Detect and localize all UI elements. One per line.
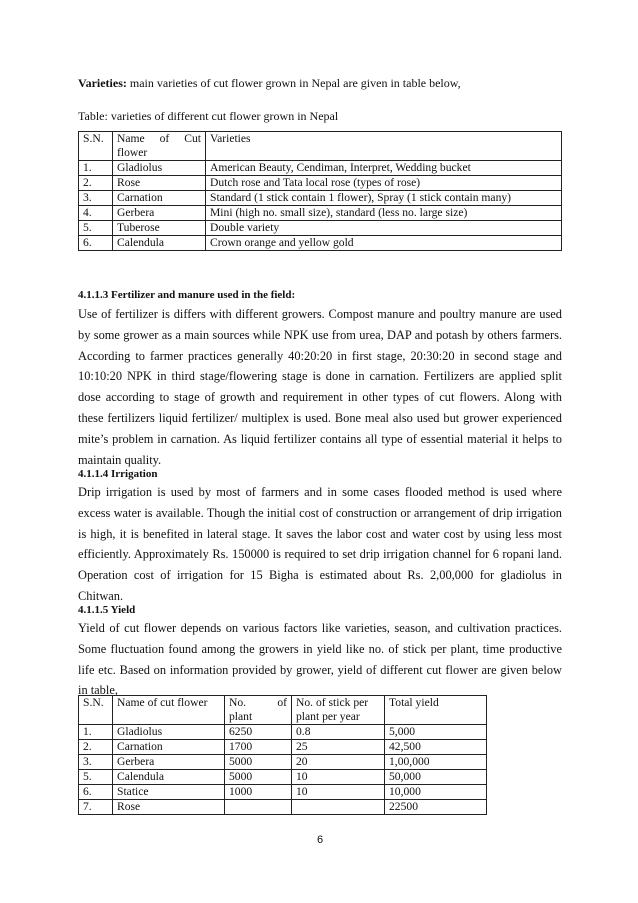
varieties-table (78, 131, 562, 251)
header-no-word: No. (229, 696, 247, 709)
cell-flower: Rose (113, 800, 225, 815)
header-varieties: Varieties (206, 132, 562, 161)
cell-flower: Carnation (113, 191, 206, 206)
yield-table (78, 695, 487, 815)
table-row (79, 176, 562, 191)
cell-sn: 3. (79, 191, 113, 206)
cell-plants (225, 800, 292, 815)
irrigation-heading: 4.1.1.4 Irrigation (78, 468, 158, 480)
header-plant-word: plant (229, 710, 253, 723)
header-no-of-plant (225, 696, 292, 725)
cell-sn: 6. (79, 785, 113, 800)
yield-heading: 4.1.1.5 Yield (78, 604, 136, 616)
cell-varieties: Mini (high no. small size), standard (less no. large size) (206, 206, 562, 221)
page-number: 6 (316, 834, 324, 846)
cell-varieties: American Beauty, Cendiman, Interpret, Wedding bucket (206, 161, 562, 176)
table-row (79, 161, 562, 176)
yield-body: Yield of cut flower depends on various factors like varieties, season, and cultivation practices. Some fluctuation found among the growers in yield like no. of stick per plant, time productive life etc. Based on information provided by grower, yield of different cut flower are given below in table, (78, 621, 562, 698)
cell-sticks: 10 (292, 785, 385, 800)
cell-sn: 2. (79, 740, 113, 755)
cell-plants: 6250 (225, 725, 292, 740)
cell-flower: Calendula (113, 236, 206, 251)
cell-flower: Gerbera (113, 206, 206, 221)
cell-sticks: 20 (292, 755, 385, 770)
cell-sticks: 10 (292, 770, 385, 785)
cell-sn: 6. (79, 236, 113, 251)
table-row (79, 206, 562, 221)
cell-flower: Rose (113, 176, 206, 191)
cell-flower: Gladiolus (113, 725, 225, 740)
cell-plants: 5000 (225, 770, 292, 785)
cell-flower: Gerbera (113, 755, 225, 770)
table-header-row (79, 696, 487, 725)
header-sn: S.N. (79, 132, 113, 161)
cell-plants: 1700 (225, 740, 292, 755)
cell-sn: 4. (79, 206, 113, 221)
cell-sticks (292, 800, 385, 815)
cell-total: 5,000 (385, 725, 487, 740)
header-sn: S.N. (79, 696, 113, 725)
cell-total: 22500 (385, 800, 487, 815)
cell-total: 10,000 (385, 785, 487, 800)
cell-flower: Calendula (113, 770, 225, 785)
cell-sn: 5. (79, 770, 113, 785)
cell-sn: 5. (79, 221, 113, 236)
header-of-word: of (159, 132, 170, 145)
varieties-intro-text: main varieties of cut flower grown in Nepal are given in table below, (126, 76, 461, 90)
varieties-label: Varieties: (78, 76, 127, 90)
cell-sn: 7. (79, 800, 113, 815)
cell-sn: 1. (79, 725, 113, 740)
cell-flower: Tuberose (113, 221, 206, 236)
table-header-row (79, 132, 562, 161)
cell-plants: 1000 (225, 785, 292, 800)
cell-sticks: 0.8 (292, 725, 385, 740)
header-total-yield: Total yield (385, 696, 487, 725)
table-row (79, 725, 487, 740)
yield-section (78, 602, 562, 701)
varieties-intro (78, 73, 562, 94)
cell-sn: 2. (79, 176, 113, 191)
table1-caption: Table: varieties of different cut flower grown in Nepal (78, 109, 339, 123)
cell-total: 1,00,000 (385, 755, 487, 770)
table-row (79, 755, 487, 770)
header-flower-word: flower (117, 146, 148, 159)
fertilizer-section (78, 287, 562, 470)
irrigation-body: Drip irrigation is used by most of farmers and in some cases flooded method is used where excess water is available. Though the initial cost of construction or arrangement of drip irrigation is high, it is benefited in lateral stage. It saves the labor cost and water cost by using less most efficiently. Approximately Rs. 150000 is required to set drip irrigation channel for 6 ropani land. Operation cost of irrigation for 15 Bigha is estimated about Rs. 2,00,000 for gladiolus in Chitwan. (78, 485, 562, 603)
header-flower-name: Name of cut flower (113, 696, 225, 725)
header-cut-word: Cut (184, 132, 201, 145)
fertilizer-heading: 4.1.1.3 Fertilizer and manure used in the field: (78, 289, 296, 301)
table-row (79, 221, 562, 236)
cell-sn: 1. (79, 161, 113, 176)
table-row (79, 800, 487, 815)
cell-total: 50,000 (385, 770, 487, 785)
cell-varieties: Double variety (206, 221, 562, 236)
header-flower-name (113, 132, 206, 161)
table-row (79, 236, 562, 251)
cell-flower: Statice (113, 785, 225, 800)
cell-varieties: Crown orange and yellow gold (206, 236, 562, 251)
cell-plants: 5000 (225, 755, 292, 770)
cell-sn: 3. (79, 755, 113, 770)
irrigation-section (78, 466, 562, 607)
cell-varieties: Dutch rose and Tata local rose (types of rose) (206, 176, 562, 191)
table-row (79, 770, 487, 785)
cell-flower: Carnation (113, 740, 225, 755)
cell-total: 42,500 (385, 740, 487, 755)
table-row (79, 191, 562, 206)
cell-varieties: Standard (1 stick contain 1 flower), Spray (1 stick contain many) (206, 191, 562, 206)
header-of-word: of (277, 696, 287, 709)
header-sticks: No. of stick per plant per year (292, 696, 385, 725)
table-row (79, 785, 487, 800)
fertilizer-body: Use of fertilizer is differs with different growers. Compost manure and poultry manure are used by some grower as a main sources while NPK use from urea, DAP and potash by others farmers. According to farmer practices generally 40:20:20 in first stage, 20:30:20 in second stage and 10:10:20 NPK in third stage/flowering stage is done in carnation. Fertilizers are applied split dose according to stage of growth and requirement in other types of cut flowers. Along with these fertilizers liquid fertilizer/ multiplex is used. Bone meal also used but grower experienced mite’s problem in carnation. As liquid fertilizer contains all type of essential material it helps to maintain quality. (78, 307, 562, 467)
cell-sticks: 25 (292, 740, 385, 755)
cell-flower: Gladiolus (113, 161, 206, 176)
table-row (79, 740, 487, 755)
header-name-word: Name (117, 132, 145, 145)
